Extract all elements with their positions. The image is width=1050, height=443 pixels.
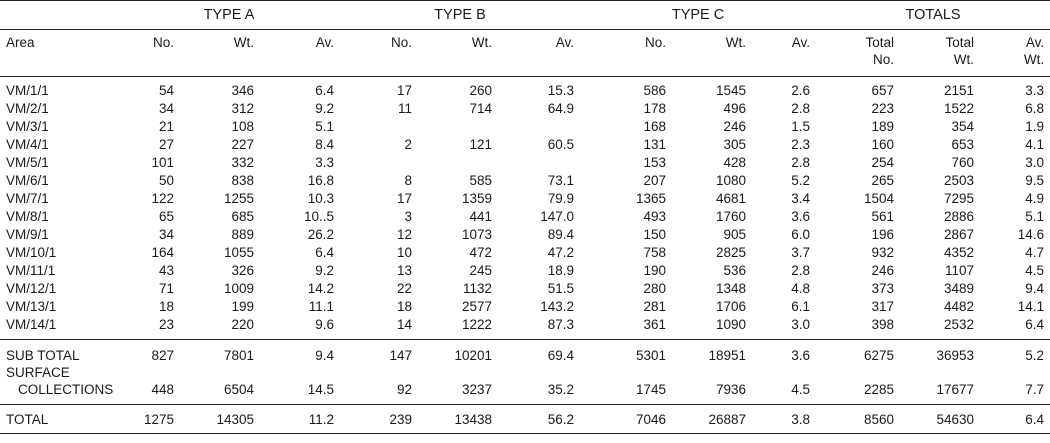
row-cell: 150 <box>643 226 667 242</box>
col-total-no-line2: No. <box>873 52 895 67</box>
subtotal-cell: 18951 <box>672 340 752 365</box>
row-cell: 101 <box>151 154 174 170</box>
row-cell: 354 <box>951 118 975 134</box>
row-cell: 190 <box>643 262 667 278</box>
surface-label-line2: COLLECTIONS <box>18 382 114 397</box>
row-cell: 373 <box>871 280 895 296</box>
row-cell: 207 <box>643 172 667 188</box>
row-cell: 17 <box>396 190 413 206</box>
col-total-no <box>816 30 900 77</box>
total-cell: 26887 <box>672 405 752 434</box>
row-cell: 6.4 <box>315 244 335 260</box>
row-cell: 8 <box>404 172 413 188</box>
row-cell: 760 <box>951 154 975 170</box>
row-cell: 1706 <box>715 298 747 314</box>
col-b-av: Av. <box>498 30 580 77</box>
row-cell: 346 <box>231 82 254 98</box>
row-cell: 18 <box>396 298 413 314</box>
row-cell: 1080 <box>715 172 747 188</box>
row-cell: 160 <box>871 136 895 152</box>
row-cell: 143.2 <box>540 298 575 314</box>
row-cell: 2 <box>404 136 413 152</box>
total-cell: 11.2 <box>260 405 340 434</box>
row-cell: 3.3 <box>315 154 335 170</box>
row-cell: 9.6 <box>315 316 335 332</box>
row-cell: 2503 <box>944 172 975 188</box>
table-row <box>0 297 1050 315</box>
total-cell: 239 <box>340 405 418 434</box>
row-cell: 245 <box>469 262 493 278</box>
row-cell: 11.1 <box>308 298 335 314</box>
row-cell: 536 <box>723 262 747 278</box>
subtotal-cell: 3.6 <box>752 340 816 365</box>
col-a-no: No. <box>118 30 180 77</box>
row-cell: 2.8 <box>791 100 811 116</box>
col-c-wt: Wt. <box>672 30 752 77</box>
row-area: VM/12/1 <box>6 280 57 296</box>
row-cell: 1222 <box>461 316 493 332</box>
surface-cell: 35.2 <box>547 382 575 397</box>
row-cell: 280 <box>643 280 667 296</box>
total-cell: 14305 <box>180 405 260 434</box>
total-cell: 3.8 <box>752 405 816 434</box>
row-cell: 13 <box>396 262 413 278</box>
row-cell: 4.1 <box>1025 136 1045 152</box>
table-row <box>0 243 1050 261</box>
row-cell: 34 <box>158 226 174 242</box>
row-cell: 4482 <box>944 298 975 314</box>
row-cell: 17 <box>396 82 413 98</box>
row-cell: 15.3 <box>547 82 575 98</box>
total-label: TOTAL <box>0 405 118 434</box>
row-cell: 905 <box>723 226 747 242</box>
row-cell: 3 <box>404 208 413 224</box>
row-cell: 3.4 <box>791 190 811 206</box>
row-area: VM/3/1 <box>6 118 49 134</box>
row-cell: 2151 <box>944 82 975 98</box>
col-total-wt-line2: Wt. <box>953 52 975 67</box>
row-cell: 5.1 <box>315 118 335 134</box>
row-cell: 18 <box>158 298 174 314</box>
row-cell: 34 <box>158 100 174 116</box>
group-header-type-a: TYPE A <box>118 1 340 30</box>
col-total-no-line1: Total <box>865 35 895 50</box>
row-cell: 1009 <box>223 280 254 296</box>
row-cell <box>418 117 498 135</box>
col-av-wt-line1: Av. <box>1025 35 1045 50</box>
subtotal-cell: 9.4 <box>260 340 340 365</box>
col-a-av: Av. <box>260 30 340 77</box>
surface-collections-row <box>0 381 1050 405</box>
row-cell: 26.2 <box>307 226 335 242</box>
row-cell: 3.3 <box>1025 82 1045 98</box>
row-cell: 585 <box>469 172 493 188</box>
col-total-wt-line1: Total <box>945 35 975 50</box>
surface-cell: 6504 <box>223 382 254 397</box>
row-cell: 4352 <box>944 244 975 260</box>
total-cell: 6.4 <box>980 405 1050 434</box>
row-area: VM/6/1 <box>6 172 49 188</box>
row-cell: 561 <box>871 208 895 224</box>
row-area: VM/13/1 <box>6 298 57 314</box>
row-cell: 653 <box>951 136 975 152</box>
row-cell: 932 <box>871 244 895 260</box>
row-cell: 153 <box>643 154 667 170</box>
surface-cell: 3237 <box>461 382 493 397</box>
row-cell: 2577 <box>461 298 493 314</box>
col-b-wt: Wt. <box>418 30 498 77</box>
row-cell: 9.4 <box>1025 280 1045 296</box>
row-cell <box>498 117 580 135</box>
row-cell: 108 <box>231 118 254 134</box>
col-c-av: Av. <box>752 30 816 77</box>
row-cell: 87.3 <box>547 316 575 332</box>
row-cell: 7295 <box>944 190 975 206</box>
total-cell: 54630 <box>900 405 980 434</box>
row-cell: 89.4 <box>547 226 575 242</box>
row-cell: 220 <box>231 316 254 332</box>
surface-cell: 4.5 <box>791 382 811 397</box>
row-cell: 16.8 <box>307 172 335 188</box>
row-cell: 361 <box>643 316 667 332</box>
col-area: Area <box>0 30 118 77</box>
row-cell: 1132 <box>462 280 493 296</box>
row-area: VM/8/1 <box>6 208 49 224</box>
row-cell: 9.5 <box>1025 172 1045 188</box>
subtotal-cell: 69.4 <box>498 340 580 365</box>
row-cell: 2.8 <box>791 262 811 278</box>
row-cell: 685 <box>231 208 254 224</box>
row-cell: 4.9 <box>1025 190 1045 206</box>
subtotal-row <box>0 340 1050 365</box>
table-row <box>0 135 1050 153</box>
row-cell: 2.3 <box>791 136 811 152</box>
row-cell: 4.7 <box>1025 244 1045 260</box>
row-cell: 18.9 <box>547 262 575 278</box>
row-cell <box>498 153 580 171</box>
row-cell: 189 <box>871 118 895 134</box>
subtotal-cell: 827 <box>118 340 180 365</box>
subtotal-cell: 5.2 <box>980 340 1050 365</box>
row-cell: 6.1 <box>791 298 811 314</box>
row-cell: 23 <box>158 316 174 332</box>
table-row <box>0 315 1050 340</box>
row-cell: 71 <box>158 280 174 296</box>
row-area: VM/10/1 <box>6 244 57 260</box>
row-cell: 196 <box>871 226 895 242</box>
row-cell: 14.6 <box>1017 226 1045 242</box>
row-area: VM/4/1 <box>6 136 49 152</box>
row-cell: 6.4 <box>1025 316 1045 332</box>
row-area: VM/9/1 <box>6 226 49 242</box>
row-cell <box>418 153 498 171</box>
surface-cell: 1745 <box>635 382 667 397</box>
group-header-type-b: TYPE B <box>340 1 580 30</box>
subtotal-cell: 10201 <box>418 340 498 365</box>
row-cell: 246 <box>723 118 747 134</box>
total-row <box>0 405 1050 434</box>
row-cell: 2825 <box>715 244 747 260</box>
row-cell: 43 <box>158 262 174 278</box>
row-cell: 9.2 <box>315 100 335 116</box>
row-cell <box>340 117 418 135</box>
row-cell: 1359 <box>461 190 493 206</box>
surface-label-row <box>0 364 1050 381</box>
row-cell: 3489 <box>944 280 975 296</box>
row-cell: 1545 <box>715 82 747 98</box>
surface-cell: 448 <box>151 382 174 397</box>
table-row <box>0 153 1050 171</box>
row-cell: 27 <box>158 136 174 152</box>
table-row <box>0 225 1050 243</box>
col-av-wt <box>980 30 1050 77</box>
col-a-wt: Wt. <box>180 30 260 77</box>
surface-cell: 17677 <box>936 382 975 397</box>
row-cell: 398 <box>871 316 895 332</box>
subtotal-cell: 6275 <box>816 340 900 365</box>
surface-label-line1: SURFACE <box>6 365 70 380</box>
surface-cell: 2285 <box>864 382 895 397</box>
row-cell: 10.3 <box>307 190 335 206</box>
subtotal-cell: 147 <box>340 340 418 365</box>
row-area: VM/5/1 <box>6 154 49 170</box>
row-cell: 3.7 <box>791 244 811 260</box>
subtotal-cell: 7801 <box>180 340 260 365</box>
row-cell: 50 <box>158 172 174 188</box>
row-cell: 121 <box>469 136 493 152</box>
row-cell: 73.1 <box>547 172 575 188</box>
row-cell: 223 <box>871 100 895 116</box>
row-cell: 4681 <box>715 190 747 206</box>
row-cell: 2886 <box>944 208 975 224</box>
col-total-wt <box>900 30 980 77</box>
table-row <box>0 117 1050 135</box>
row-cell: 122 <box>151 190 174 206</box>
table-row <box>0 261 1050 279</box>
row-cell: 227 <box>231 136 254 152</box>
table-row <box>0 189 1050 207</box>
total-cell: 7046 <box>580 405 672 434</box>
row-cell: 6.4 <box>315 82 335 98</box>
row-cell: 2.8 <box>791 154 811 170</box>
row-area: VM/14/1 <box>6 316 57 332</box>
row-cell: 889 <box>231 226 254 242</box>
row-cell: 1107 <box>945 262 975 278</box>
row-cell: 5.2 <box>791 172 811 188</box>
row-cell: 586 <box>643 82 667 98</box>
row-cell: 1055 <box>223 244 254 260</box>
row-cell: 11 <box>398 100 413 116</box>
row-cell: 1522 <box>944 100 975 116</box>
row-cell: 428 <box>723 154 747 170</box>
row-cell: 79.9 <box>547 190 575 206</box>
table-row <box>0 207 1050 225</box>
surface-cell: 92 <box>396 382 413 397</box>
row-cell: 1.5 <box>791 118 811 134</box>
row-cell: 493 <box>643 208 667 224</box>
row-cell: 441 <box>469 208 493 224</box>
column-header-row <box>0 30 1050 77</box>
row-cell: 178 <box>643 100 667 116</box>
row-cell: 758 <box>643 244 667 260</box>
row-cell: 4.8 <box>791 280 811 296</box>
table-row <box>0 99 1050 117</box>
row-cell: 47.2 <box>547 244 575 260</box>
row-cell: 496 <box>723 100 747 116</box>
row-cell: 65 <box>158 208 174 224</box>
row-cell: 6.0 <box>791 226 811 242</box>
surface-cell: 14.5 <box>307 382 335 397</box>
total-cell: 1275 <box>118 405 180 434</box>
row-cell: 164 <box>151 244 174 260</box>
row-cell: 131 <box>643 136 667 152</box>
row-cell: 14.1 <box>1017 298 1045 314</box>
group-header-type-c: TYPE C <box>580 1 816 30</box>
row-cell: 64.9 <box>547 100 575 116</box>
row-cell: 332 <box>231 154 254 170</box>
subtotal-label: SUB TOTAL <box>0 340 118 365</box>
row-cell: 22 <box>396 280 413 296</box>
table-body <box>0 77 1050 434</box>
row-cell: 1760 <box>715 208 747 224</box>
total-cell: 8560 <box>816 405 900 434</box>
row-cell: 281 <box>643 298 667 314</box>
row-cell: 714 <box>469 100 493 116</box>
table-row <box>0 279 1050 297</box>
row-cell: 14.2 <box>307 280 335 296</box>
group-header-row <box>0 1 1050 30</box>
row-cell: 260 <box>469 82 493 98</box>
row-cell: 3.0 <box>791 316 811 332</box>
row-cell: 472 <box>469 244 493 260</box>
row-cell: 1.9 <box>1025 118 1045 134</box>
row-cell: 246 <box>871 262 895 278</box>
row-cell: 838 <box>231 172 254 188</box>
subtotal-cell: 36953 <box>900 340 980 365</box>
group-header-totals: TOTALS <box>816 1 1050 30</box>
row-area: VM/11/1 <box>6 262 56 278</box>
row-cell: 326 <box>231 262 254 278</box>
row-area: VM/1/1 <box>6 82 49 98</box>
row-cell: 1255 <box>223 190 254 206</box>
row-cell: 8.4 <box>315 136 335 152</box>
row-cell: 312 <box>231 100 254 116</box>
row-cell: 14 <box>396 316 413 332</box>
row-cell: 254 <box>871 154 895 170</box>
row-cell: 2867 <box>944 226 975 242</box>
row-cell: 21 <box>158 118 174 134</box>
col-av-wt-line2: Wt. <box>1023 52 1045 67</box>
table-row <box>0 77 1050 100</box>
row-cell: 199 <box>231 298 254 314</box>
group-header-blank <box>0 1 118 30</box>
row-cell <box>340 153 418 171</box>
row-cell: 305 <box>723 136 747 152</box>
table-row <box>0 171 1050 189</box>
row-cell: 51.5 <box>547 280 575 296</box>
row-cell: 317 <box>871 298 895 314</box>
row-cell: 10 <box>396 244 413 260</box>
row-cell: 6.8 <box>1025 100 1045 116</box>
row-cell: 2532 <box>944 316 975 332</box>
surface-cell: 7936 <box>715 382 747 397</box>
row-cell: 4.5 <box>1025 262 1045 278</box>
row-area: VM/2/1 <box>6 100 49 116</box>
row-cell: 1348 <box>715 280 747 296</box>
col-b-no: No. <box>340 30 418 77</box>
subtotal-cell: 5301 <box>580 340 672 365</box>
row-cell: 1090 <box>715 316 747 332</box>
row-cell: 60.5 <box>547 136 575 152</box>
row-cell: 10..5 <box>303 208 335 224</box>
row-cell: 1365 <box>635 190 667 206</box>
row-cell: 9.2 <box>315 262 335 278</box>
surface-cell: 7.7 <box>1025 382 1045 397</box>
row-cell: 265 <box>871 172 895 188</box>
row-area: VM/7/1 <box>6 190 49 206</box>
row-cell: 147.0 <box>540 208 575 224</box>
col-c-no: No. <box>580 30 672 77</box>
row-cell: 1504 <box>864 190 895 206</box>
row-cell: 1073 <box>461 226 493 242</box>
total-cell: 13438 <box>418 405 498 434</box>
row-cell: 54 <box>158 82 174 98</box>
total-cell: 56.2 <box>498 405 580 434</box>
row-cell: 5.1 <box>1025 208 1045 224</box>
row-cell: 2.6 <box>791 82 811 98</box>
row-cell: 3.0 <box>1025 154 1045 170</box>
row-cell: 168 <box>643 118 667 134</box>
row-cell: 657 <box>871 82 895 98</box>
row-cell: 3.6 <box>791 208 811 224</box>
row-cell: 12 <box>396 226 413 242</box>
